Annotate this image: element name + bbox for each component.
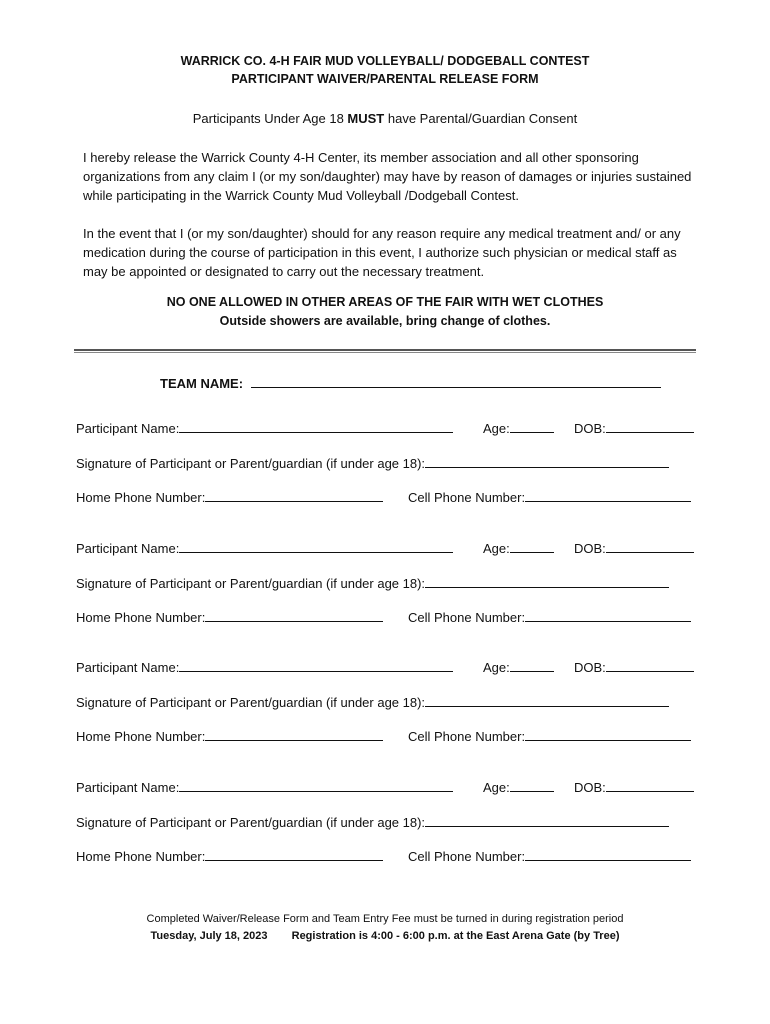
signature-label: Signature of Participant or Parent/guardian (if under age 18): [76,456,426,471]
participant-1-cell-phone-field[interactable] [408,489,691,505]
signature-label: Signature of Participant or Parent/guardian (if under age 18): [76,576,426,591]
participant-3-dob-field[interactable] [574,659,694,675]
home-phone-label: Home Phone Number: [76,849,206,864]
age-label: Age: [483,660,510,675]
signature-line[interactable] [425,575,669,588]
showers-notice: Outside showers are available, bring change of clothes. [219,314,551,328]
cell-phone-label: Cell Phone Number: [408,849,526,864]
participant-2-signature-field[interactable] [76,575,669,591]
footer-registration-time: Registration is 4:00 - 6:00 p.m. at the East Arena Gate (by Tree) [291,930,620,942]
home-phone-line[interactable] [205,848,383,861]
release-paragraph: I hereby release the Warrick County 4-H Center, its member association and all other sponsoring organizations from any claim I (or my son/daughter) may have by reason of damages or injuries sustained while participating in the Warrick County Mud Volleyball /Dodgeball Contest. [83,150,692,203]
team-name-label: TEAM NAME: [160,376,244,391]
signature-line[interactable] [425,455,669,468]
participant-4-age-field[interactable] [483,779,554,795]
cell-phone-label: Cell Phone Number: [408,610,526,625]
age-label: Age: [483,541,510,556]
consent-text-before: Participants Under Age 18 [192,111,348,126]
participant-1-name-field[interactable] [76,420,453,436]
cell-phone-line[interactable] [525,848,691,861]
home-phone-line[interactable] [205,609,383,622]
participant-2-cell-phone-field[interactable] [408,609,691,625]
dob-label: DOB: [574,541,606,556]
participant-1-home-phone-field[interactable] [76,489,383,505]
participant-1-dob-field[interactable] [574,420,694,436]
medical-paragraph: In the event that I (or my son/daughter) should for any reason require any medical treatment and/ or any medication during the course of participation in this event, I authorize such physician or medical staff as may be appointed or designated to carry out the necessary treatment. [83,226,681,279]
footer-registration [0,930,770,942]
participant-name-line[interactable] [179,779,453,792]
home-phone-line[interactable] [205,728,383,741]
form-title-line2: PARTICIPANT WAIVER/PARENTAL RELEASE FORM [231,72,539,86]
age-line[interactable] [510,779,554,792]
participant-1-age-field[interactable] [483,420,554,436]
cell-phone-line[interactable] [525,728,691,741]
participant-2-home-phone-field[interactable] [76,609,383,625]
participant-2-name-field[interactable] [76,540,453,556]
wet-clothes-notice: NO ONE ALLOWED IN OTHER AREAS OF THE FAIR WITH WET CLOTHES [166,295,604,309]
dob-line[interactable] [606,540,694,553]
cell-phone-label: Cell Phone Number: [408,490,526,505]
team-name-line[interactable] [251,375,661,388]
dob-label: DOB: [574,421,606,436]
home-phone-label: Home Phone Number: [76,490,206,505]
signature-line[interactable] [425,814,669,827]
participant-2-age-field[interactable] [483,540,554,556]
home-phone-label: Home Phone Number: [76,729,206,744]
participant-4-dob-field[interactable] [574,779,694,795]
consent-notice [0,111,770,126]
team-name-field[interactable] [160,375,661,391]
age-label: Age: [483,780,510,795]
form-title-line1: WARRICK CO. 4-H FAIR MUD VOLLEYBALL/ DODGEBALL CONTEST [180,54,590,68]
dob-line[interactable] [606,659,694,672]
participant-name-label: Participant Name: [76,780,180,795]
footer-instructions: Completed Waiver/Release Form and Team Entry Fee must be turned in during registration period [146,913,624,925]
participant-3-age-field[interactable] [483,659,554,675]
dob-label: DOB: [574,780,606,795]
age-label: Age: [483,421,510,436]
participant-4-cell-phone-field[interactable] [408,848,691,864]
cell-phone-line[interactable] [525,609,691,622]
signature-line[interactable] [425,694,669,707]
dob-line[interactable] [606,779,694,792]
participant-3-signature-field[interactable] [76,694,669,710]
consent-text-after: have Parental/Guardian Consent [384,111,578,126]
participant-4-name-field[interactable] [76,779,453,795]
participant-name-label: Participant Name: [76,541,180,556]
consent-emphasis: MUST [347,111,385,126]
age-line[interactable] [510,659,554,672]
signature-label: Signature of Participant or Parent/guardian (if under age 18): [76,695,426,710]
signature-label: Signature of Participant or Parent/guardian (if under age 18): [76,815,426,830]
participant-1-signature-field[interactable] [76,455,669,471]
participant-name-line[interactable] [179,540,453,553]
participant-name-label: Participant Name: [76,421,180,436]
participant-name-line[interactable] [179,659,453,672]
participant-4-signature-field[interactable] [76,814,669,830]
cell-phone-label: Cell Phone Number: [408,729,526,744]
participant-name-line[interactable] [179,420,453,433]
participant-3-home-phone-field[interactable] [76,728,383,744]
section-divider [74,349,696,353]
dob-label: DOB: [574,660,606,675]
age-line[interactable] [510,420,554,433]
cell-phone-line[interactable] [525,489,691,502]
dob-line[interactable] [606,420,694,433]
participant-3-name-field[interactable] [76,659,453,675]
age-line[interactable] [510,540,554,553]
home-phone-line[interactable] [205,489,383,502]
footer-date: Tuesday, July 18, 2023 [150,930,268,942]
participant-name-label: Participant Name: [76,660,180,675]
participant-4-home-phone-field[interactable] [76,848,383,864]
home-phone-label: Home Phone Number: [76,610,206,625]
participant-2-dob-field[interactable] [574,540,694,556]
participant-3-cell-phone-field[interactable] [408,728,691,744]
